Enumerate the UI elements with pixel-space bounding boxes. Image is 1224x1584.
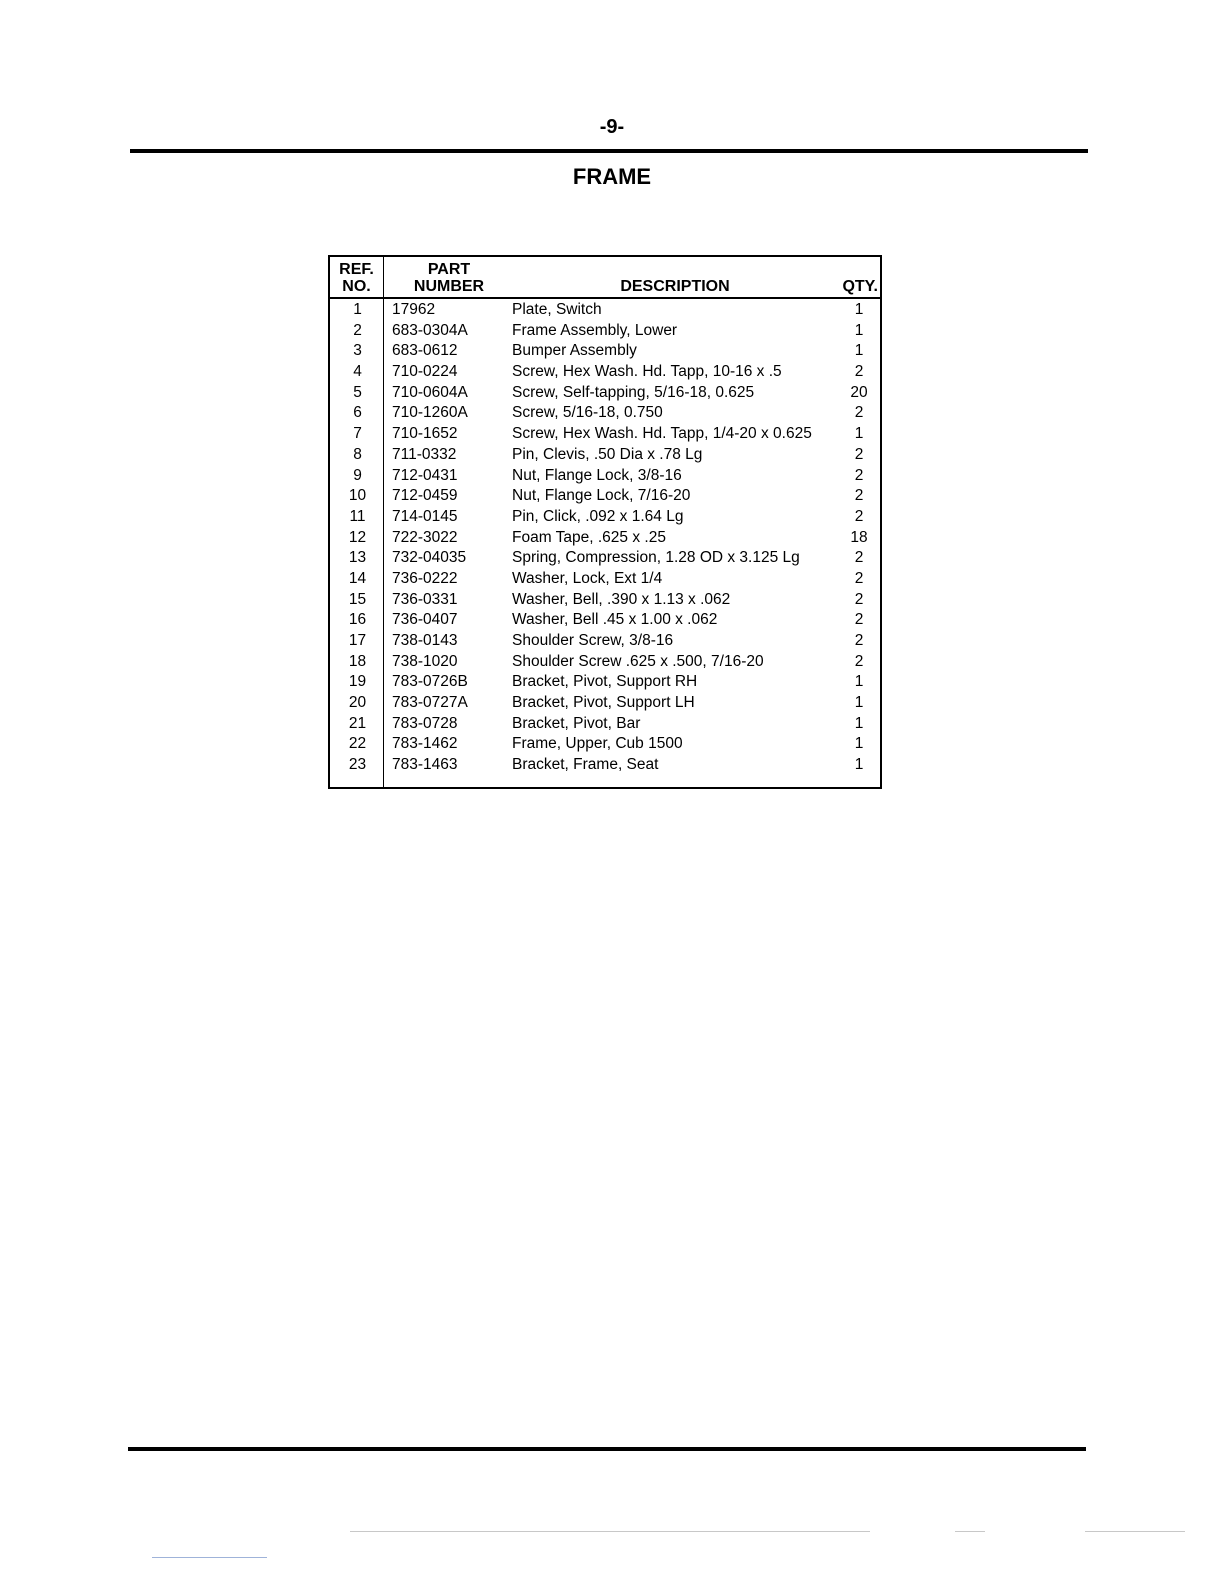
description-cell: Washer, Bell, .390 x 1.13 x .062 — [512, 590, 731, 608]
scan-artifact-line — [152, 1557, 267, 1558]
header-ref-no — [330, 261, 383, 295]
ref-cell: 6 — [353, 404, 362, 422]
header-ref-line2: NO. — [342, 278, 371, 295]
ref-cell: 11 — [349, 507, 366, 525]
table-row — [330, 486, 880, 507]
table-row — [330, 610, 880, 631]
top-rule — [130, 149, 1088, 153]
part-number-cell: 783-1462 — [392, 735, 458, 753]
qty-cell: 2 — [854, 466, 864, 484]
table-row — [330, 714, 880, 735]
ref-cell: 16 — [348, 611, 367, 629]
qty-cell: 1 — [854, 425, 864, 443]
description-cell: Washer, Bell .45 x 1.00 x .062 — [512, 611, 718, 629]
part-number-cell: 714-0145 — [392, 507, 458, 525]
table-body — [330, 300, 880, 776]
part-number-cell: 738-1020 — [392, 652, 458, 670]
table-row — [330, 672, 880, 693]
header-qty: QTY. — [842, 278, 878, 295]
qty-cell: 20 — [850, 383, 868, 401]
qty-cell: 2 — [854, 652, 864, 670]
ref-cell: 13 — [348, 549, 367, 567]
part-number-cell: 732-04035 — [392, 549, 467, 567]
ref-cell: 8 — [353, 445, 362, 463]
ref-cell: 23 — [348, 756, 367, 774]
part-number-cell: 736-0407 — [392, 611, 458, 629]
table-row — [330, 321, 880, 342]
ref-cell: 1 — [353, 301, 362, 318]
qty-cell: 2 — [854, 445, 864, 463]
ref-cell: 20 — [348, 694, 367, 712]
description-cell: Screw, Hex Wash. Hd. Tapp, 10-16 x .5 — [512, 363, 782, 381]
qty-cell: 2 — [854, 487, 864, 505]
description-cell: Bracket, Frame, Seat — [512, 756, 659, 774]
ref-cell: 10 — [348, 487, 367, 505]
ref-cell: 7 — [353, 425, 362, 443]
ref-cell: 22 — [348, 735, 367, 753]
part-number-cell: 712-0431 — [392, 466, 458, 484]
part-number-cell: 683-0612 — [392, 342, 458, 360]
description-cell: Screw, 5/16-18, 0.750 — [512, 404, 663, 422]
table-row — [330, 341, 880, 362]
part-number-cell: 783-0727A — [392, 694, 468, 712]
table-row — [330, 548, 880, 569]
description-cell: Pin, Click, .092 x 1.64 Lg — [512, 507, 684, 525]
ref-cell: 19 — [348, 673, 367, 691]
table-row — [330, 693, 880, 714]
description-cell: Pin, Clevis, .50 Dia x .78 Lg — [512, 445, 703, 463]
description-cell: Nut, Flange Lock, 3/8-16 — [512, 466, 682, 484]
part-number-cell: 736-0222 — [392, 569, 458, 587]
qty-cell: 2 — [854, 549, 864, 567]
qty-cell: 1 — [854, 735, 864, 753]
part-number-cell: 722-3022 — [392, 528, 458, 546]
table-row — [330, 383, 880, 404]
qty-cell: 1 — [854, 714, 864, 732]
table-row — [330, 734, 880, 755]
qty-cell: 1 — [854, 321, 864, 339]
ref-cell: 14 — [348, 569, 367, 587]
ref-cell: 5 — [353, 383, 362, 401]
part-number-cell: 736-0331 — [392, 590, 458, 608]
description-cell: Foam Tape, .625 x .25 — [512, 528, 666, 546]
qty-cell: 2 — [854, 569, 864, 587]
scan-artifact-dash — [350, 1531, 870, 1532]
part-number-cell: 783-0726B — [392, 673, 468, 691]
description-cell: Screw, Self-tapping, 5/16-18, 0.625 — [512, 383, 755, 401]
table-row — [330, 403, 880, 424]
ref-cell: 17 — [348, 632, 367, 649]
header-part-line2: NUMBER — [413, 278, 485, 295]
qty-cell: 2 — [854, 404, 864, 422]
ref-cell: 2 — [353, 321, 362, 339]
part-number-cell: 711-0332 — [392, 445, 457, 463]
table-row — [330, 528, 880, 549]
part-number-cell: 710-1652 — [392, 425, 458, 443]
table-row — [330, 424, 880, 445]
ref-cell: 12 — [348, 528, 367, 546]
part-number-cell: 710-1260A — [392, 404, 468, 422]
ref-cell: 18 — [348, 652, 367, 670]
description-cell: Shoulder Screw .625 x .500, 7/16-20 — [512, 652, 764, 670]
ref-cell: 3 — [353, 342, 362, 360]
part-number-cell: 17962 — [392, 301, 436, 318]
header-divider — [330, 297, 880, 299]
table-row — [330, 755, 880, 776]
qty-cell: 1 — [854, 756, 864, 774]
qty-cell: 2 — [854, 590, 864, 608]
qty-cell: 1 — [854, 673, 864, 691]
ref-cell: 21 — [348, 714, 367, 732]
qty-cell: 2 — [854, 507, 864, 525]
table-row — [330, 590, 880, 611]
header-part-number — [388, 261, 510, 295]
qty-cell: 1 — [854, 694, 864, 712]
description-cell: Bracket, Pivot, Support LH — [512, 694, 695, 712]
table-row — [330, 569, 880, 590]
header-part-line1: PART — [427, 261, 471, 278]
qty-cell: 1 — [854, 301, 864, 318]
table-row — [330, 466, 880, 487]
table-row — [330, 445, 880, 466]
part-number-cell: 738-0143 — [392, 632, 458, 649]
scan-artifact-dash — [1085, 1531, 1185, 1532]
description-cell: Frame Assembly, Lower — [512, 321, 678, 339]
description-cell: Bumper Assembly — [512, 342, 637, 360]
ref-cell: 4 — [353, 363, 362, 381]
description-cell: Nut, Flange Lock, 7/16-20 — [512, 487, 691, 505]
qty-cell: 2 — [854, 611, 864, 629]
page-number: -9- — [599, 116, 625, 138]
header-ref-line1: REF. — [339, 261, 374, 278]
part-number-cell: 712-0459 — [392, 487, 458, 505]
qty-cell: 18 — [850, 528, 868, 546]
description-cell: Plate, Switch — [512, 301, 602, 318]
description-cell: Washer, Lock, Ext 1/4 — [512, 569, 663, 587]
part-number-cell: 710-0604A — [392, 383, 468, 401]
part-number-cell: 683-0304A — [392, 321, 468, 339]
bottom-rule — [128, 1447, 1086, 1451]
description-cell: Shoulder Screw, 3/8-16 — [512, 632, 674, 649]
header-description: DESCRIPTION — [620, 278, 730, 295]
part-number-cell: 710-0224 — [392, 363, 458, 381]
scan-artifact-dash — [955, 1531, 985, 1532]
part-number-cell: 783-1463 — [392, 756, 458, 774]
description-cell: Frame, Upper, Cub 1500 — [512, 735, 683, 753]
table-row — [330, 300, 880, 321]
table-row — [330, 631, 880, 652]
qty-cell: 2 — [854, 363, 864, 381]
ref-cell: 15 — [348, 590, 367, 608]
ref-cell: 9 — [353, 466, 362, 484]
table-row — [330, 507, 880, 528]
table-row — [330, 362, 880, 383]
description-cell: Bracket, Pivot, Bar — [512, 714, 641, 732]
parts-table — [328, 255, 882, 789]
part-number-cell: 783-0728 — [392, 714, 458, 732]
qty-cell: 1 — [854, 342, 864, 360]
section-title: FRAME — [572, 164, 652, 189]
description-cell: Spring, Compression, 1.28 OD x 3.125 Lg — [512, 549, 800, 567]
description-cell: Bracket, Pivot, Support RH — [512, 673, 698, 691]
qty-cell: 2 — [854, 632, 864, 649]
description-cell: Screw, Hex Wash. Hd. Tapp, 1/4-20 x 0.625 — [512, 425, 812, 443]
table-row — [330, 652, 880, 673]
